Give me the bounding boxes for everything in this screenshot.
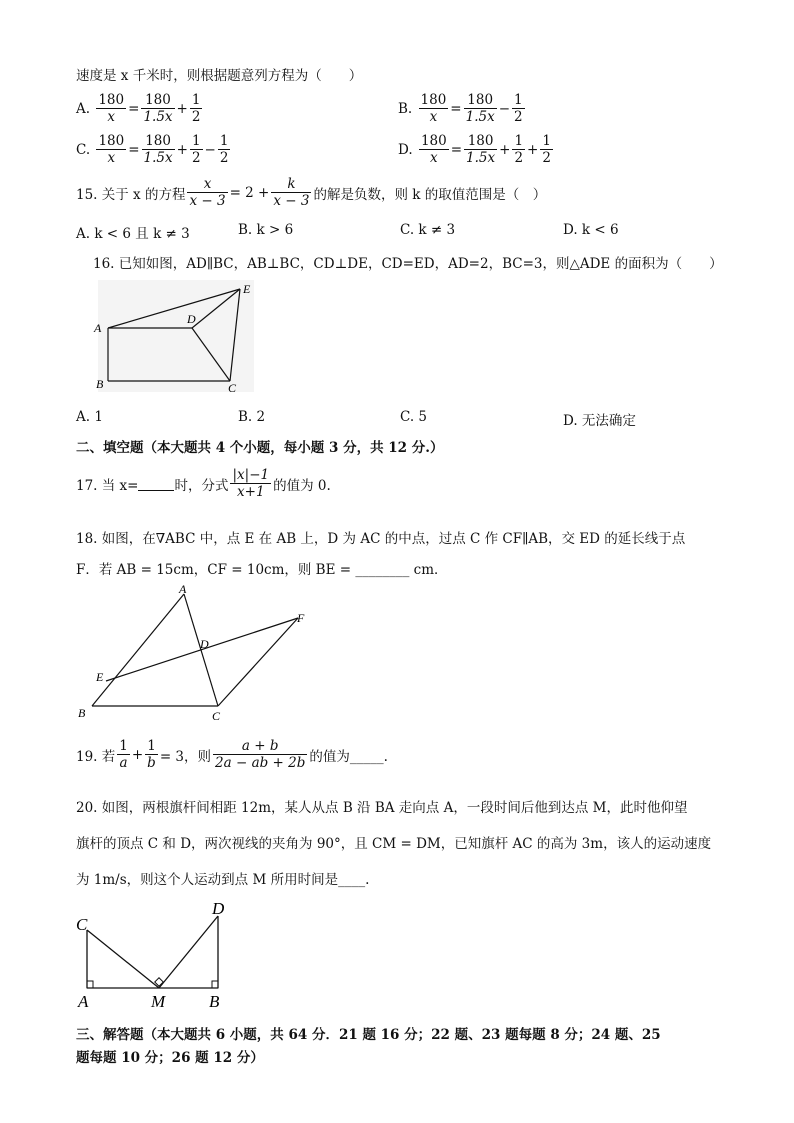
q16-stem: 16. 已知如图，AD∥BC，AB⊥BC，CD⊥DE，CD=ED，AD=2，BC=3，则△ADE 的面积为（ ） xyxy=(93,256,723,272)
q20-label-d: D xyxy=(212,899,225,918)
q18-line-ab xyxy=(92,594,184,706)
q18-label-a: A xyxy=(179,582,187,596)
q20-line-cm xyxy=(87,930,159,988)
q14-stem: 速度是 x 千米时，则根据题意列方程为（ ） xyxy=(76,68,363,84)
section3-title-line1: 三、解答题（本大题共 6 小题，共 64 分．21 题 16 分；22 题、23 题每题 8 分；24 题、25 xyxy=(76,1027,661,1043)
q20-line-dm xyxy=(159,916,218,988)
q18-label-e: E xyxy=(96,670,104,684)
q16-option-c[interactable]: C. 5 xyxy=(400,409,428,425)
q18-figure xyxy=(72,582,322,724)
q18-label-d: D xyxy=(200,637,209,651)
q15-option-d[interactable]: D. k < 6 xyxy=(563,222,619,238)
section3-title-line2: 题每题 10 分；26 题 12 分） xyxy=(76,1050,264,1066)
q17-stem: 17. 当 x= 时，分式 $\frac{|x|-1}{x+1}$ 的值为 0. xyxy=(76,467,331,500)
q16-option-b[interactable]: B. 2 xyxy=(238,409,266,425)
section2-title: 二、填空题（本大题共 4 个小题，每小题 3 分，共 12 分.） xyxy=(76,440,444,456)
q16-label-c: C xyxy=(228,381,237,395)
q15-option-a[interactable]: A. k < 6 且 k ≠ 3 xyxy=(76,226,190,242)
q20-label-b: B xyxy=(209,992,220,1011)
q14-option-b[interactable]: B. $\frac{180}{x}$ = $\frac{180}{1.5x}$ − $\frac{1}{2}$ xyxy=(398,92,523,125)
q14-option-d[interactable]: D. $\frac{180}{x}$ = $\frac{180}{1.5x}$ + $\frac{1}{2}$ + $\frac{1}{2}$ xyxy=(398,133,551,166)
q20-line3: 为 1m/s，则这个人运动到点 M 所用时间是____. xyxy=(76,872,370,888)
q16-label-e: E xyxy=(243,282,251,296)
q20-label-m: M xyxy=(151,992,166,1011)
q19-stem: 19. 若 $\frac{1}{a}$ + $\frac{1}{b}$ = 3，则 $\frac{a + b}{2a - ab + 2b}$ 的值为_____. xyxy=(76,738,388,771)
q20-label-a: A xyxy=(78,992,89,1011)
q16-label-a: A xyxy=(94,321,102,335)
q18-line2: F．若 AB = 15cm，CF = 10cm，则 BE = ________ cm． xyxy=(76,562,448,578)
q18-line1: 18. 如图，在∇ABC 中，点 E 在 AB 上，D 为 AC 的中点，过点 C 作 CF∥AB，交 ED 的延长线于点 xyxy=(76,531,686,547)
q18-label-c: C xyxy=(212,709,221,723)
q15-option-b[interactable]: B. k > 6 xyxy=(238,222,294,238)
q14-option-c[interactable]: C. $\frac{180}{x}$ = $\frac{180}{1.5x}$ + $\frac{1}{2}$ − $\frac{1}{2}$ xyxy=(76,133,229,166)
q20-right-angle-b xyxy=(212,981,218,988)
q18-label-f: F xyxy=(297,611,305,625)
q16-figure xyxy=(90,280,260,395)
q20-right-angle-a xyxy=(87,981,93,988)
q17-blank[interactable] xyxy=(138,476,174,491)
q16-label-d: D xyxy=(187,312,196,326)
q20-line2: 旗杆的顶点 C 和 D，两次视线的夹角为 90°，且 CM = DM，已知旗杆 AC 的高为 3m，该人的运动速度 xyxy=(76,836,712,852)
q15-stem: 15. 关于 x 的方程 $\frac{x}{x - 3}$ = 2 + $\frac{k}{x - 3}$ 的解是负数，则 k 的取值范围是（ ） xyxy=(76,176,547,209)
q16-label-b: B xyxy=(96,377,104,391)
q15-option-c[interactable]: C. k ≠ 3 xyxy=(400,222,456,238)
q20-line1: 20. 如图，两根旗杆间相距 12m，某人从点 B 沿 BA 走向点 A，一段时间后他到达点 M，此时他仰望 xyxy=(76,800,688,816)
q20-figure xyxy=(72,894,242,1014)
q14-option-a[interactable]: A. $\frac{180}{x}$ = $\frac{180}{1.5x}$ + $\frac{1}{2}$ xyxy=(76,92,201,125)
q18-label-b: B xyxy=(78,706,86,720)
q16-option-a[interactable]: A. 1 xyxy=(76,409,103,425)
q20-label-c: C xyxy=(76,915,88,934)
q16-option-d[interactable]: D. 无法确定 xyxy=(563,413,636,429)
